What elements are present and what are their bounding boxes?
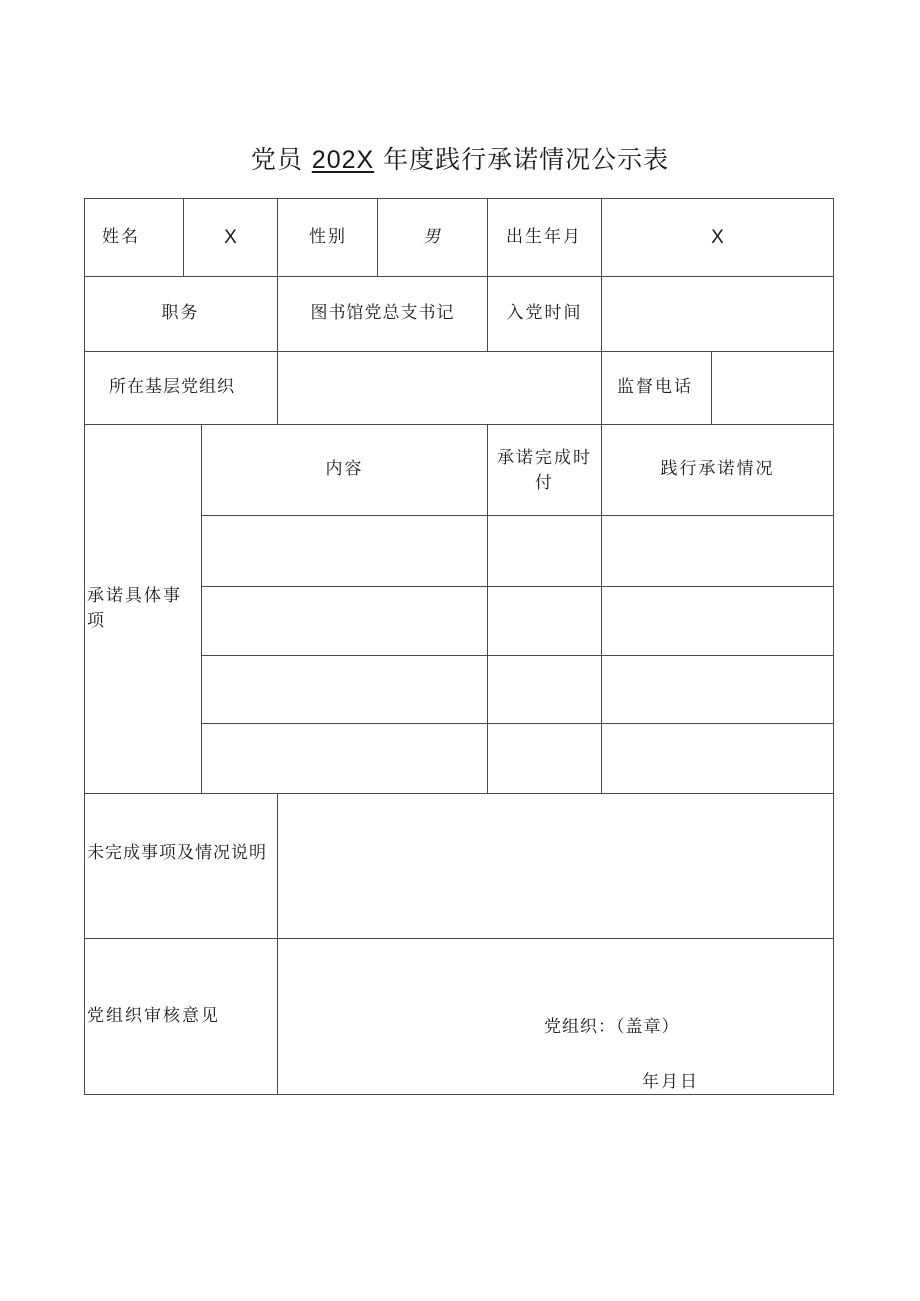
supervision-phone-label: 监督电话	[617, 377, 693, 397]
gender-value: 男	[423, 227, 442, 247]
content-header: 内容	[325, 459, 364, 479]
review-date: 年月日	[642, 1072, 699, 1092]
join-date-label: 入党时间	[506, 303, 583, 323]
deadline-header: 承诺完成时付	[497, 448, 592, 493]
commitment-items-label: 承诺具体事项	[87, 586, 182, 631]
position-label: 职务	[161, 303, 200, 323]
name-value: X	[224, 227, 237, 248]
position-value: 图书馆党总支书记	[310, 303, 455, 323]
disclosure-form-table	[84, 198, 834, 1095]
party-org-label: 所在基层党组织	[109, 377, 235, 397]
title-year: 202X	[311, 146, 375, 174]
status-header: 践行承诺情况	[660, 459, 775, 479]
birth-date-label: 出生年月	[506, 227, 582, 247]
party-org-stamp: 党组织：（盖章）	[544, 1017, 680, 1037]
birth-date-value: X	[711, 227, 724, 248]
review-opinion-label: 党组织审核意见	[87, 1006, 220, 1026]
page-title: 党员 202X 年度践行承诺情况公示表	[250, 145, 670, 174]
gender-label: 性别	[309, 227, 347, 247]
name-label: 姓名	[102, 227, 140, 247]
incomplete-items-label: 未完成事项及情况说明	[87, 843, 267, 863]
